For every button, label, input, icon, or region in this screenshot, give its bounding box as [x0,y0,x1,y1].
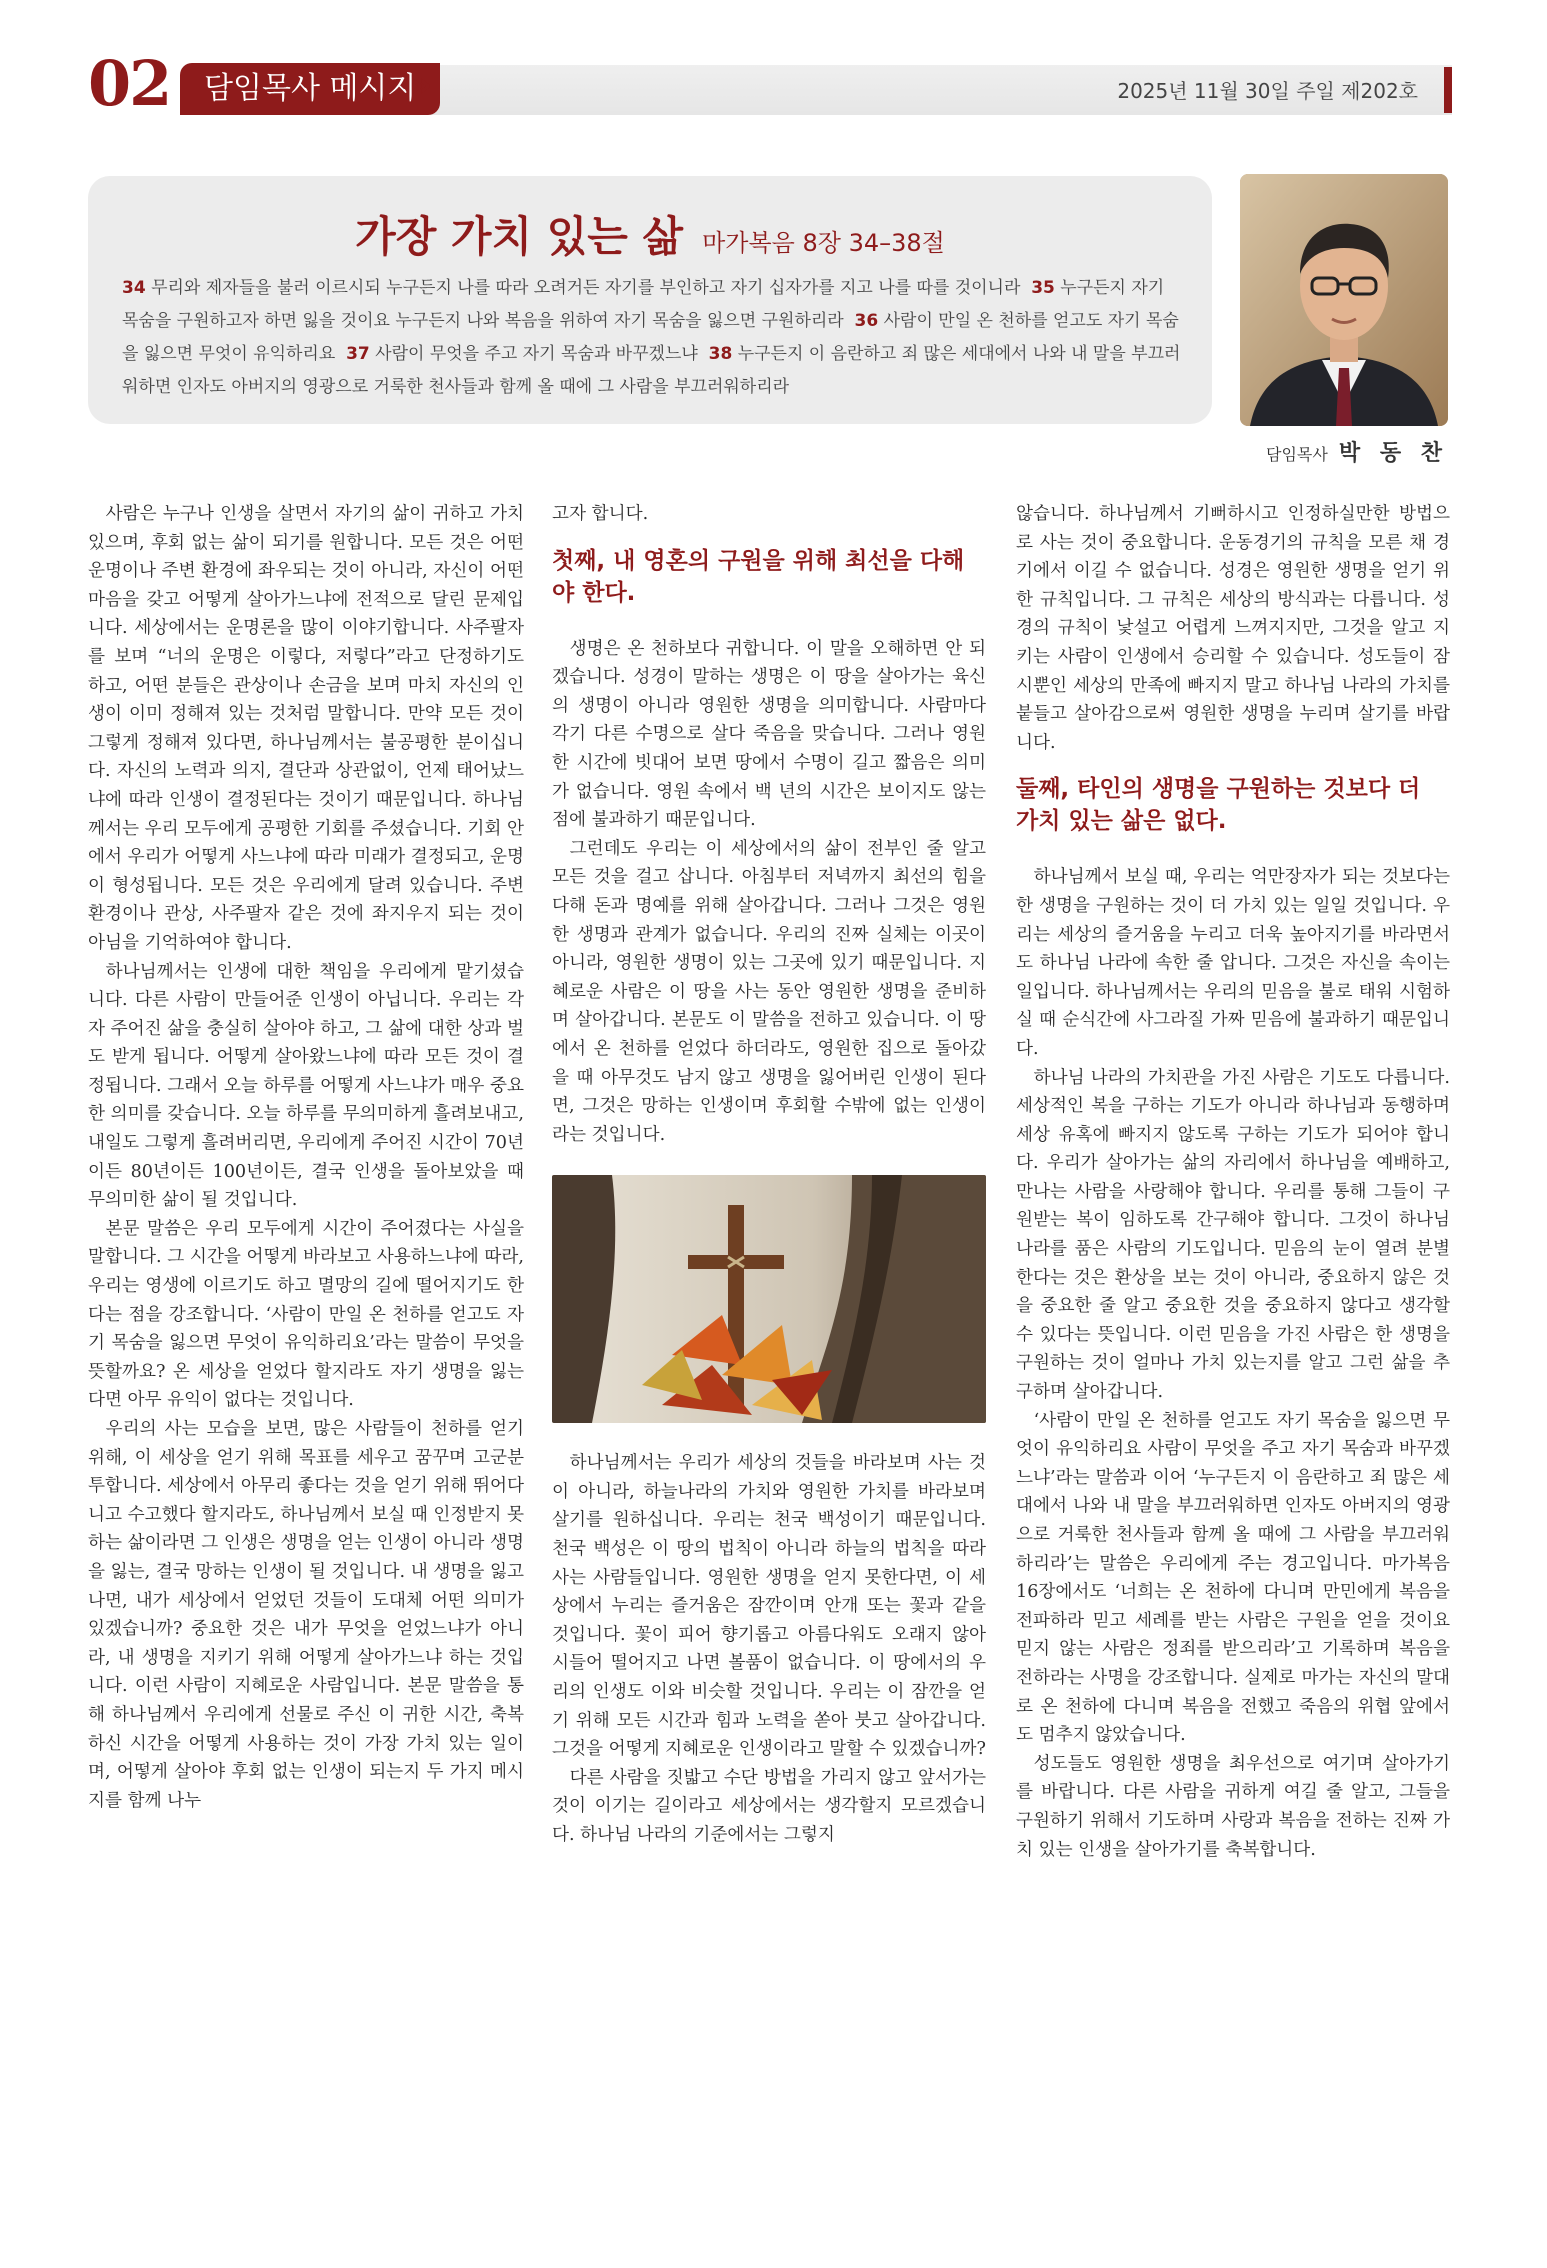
verse-number: 37 [346,344,370,364]
page-number: 02 [88,47,171,120]
body-paragraph: 하나님 나라의 가치관을 가진 사람은 기도도 다릅니다. 세상적인 복을 구하는 기도가 아니라 하나님과 동행하며 세상 유혹에 빠지지 않도록 구하는 기도가 되어야 합니다. 우리가 살아가는 삶의 자리에서 하나님을 예배하고, 만나는 사람을 사랑해야 합니다. 우리를 통해 그들이 구원받는 복이 임하도록 간구해야 합니다. 그것이 하나님 나라를 품은 사람의 기도입니다. 믿음의 눈이 열려 분별한다는 것은 환상을 보는 것이 아니라, 중요하지 않은 것을 중요한 줄 알고 중요한 것을 중요하지 않다고 생각할 수 있다는 뜻입니다. 이런 믿음을 가진 사람은 한 생명을 구원하는 것이 얼마나 가치 있는지를 알고 그런 삶을 추구하며 살아갑니다. [1016,1067,1450,1403]
scripture-box [88,176,1212,424]
chevron-right-icon: » [410,65,432,105]
scripture-reference: 마가복음 8장 34–38절 [702,229,945,257]
body-paragraph: 우리의 사는 모습을 보면, 많은 사람들이 천하를 얻기 위해, 이 세상을 얻기 위해 목표를 세우고 꿈꾸며 고군분투합니다. 세상에서 아무리 좋다는 것을 얻기 위해 뛰어다니고 수고했다 할지라도, 하나님께서 보실 때 인정받지 못하는 삶이라면 그 인생은 생명을 얻는 인생이 아니라 생명을 잃는, 결국 망하는 인생이 될 것입니다. 내 생명을 잃고 나면, 내가 세상에서 얻었던 것들이 도대체 어떤 의미가 있겠습니까? 중요한 것은 내가 무엇을 얻었느냐가 아니라, 내 생명을 지키기 위해 어떻게 살아가느냐 하는 것입니다. 이런 사람이 지혜로운 사람입니다. 본문 말씀을 통해 하나님께서 우리에게 선물로 주신 이 귀한 시간, 축복하신 시간을 어떻게 사용하는 것이 가장 가치 있는 일이며, 어떻게 살아야 후회 없는 인생이 되는지 두 가지 메시지를 함께 나누 [88,1419,524,1811]
header-accent-bar [1444,67,1452,113]
body-paragraph: ‘사람이 만일 온 천하를 얻고도 자기 목숨을 잃으면 무엇이 유익하리요 사람이 무엇을 주고 자기 목숨과 바꾸겠느냐’라는 말씀과 이어 ‘누구든지 이 음란하고 죄 많은 세대에서 나와 내 말을 부끄러워하면 인자도 아버지의 영광으로 거룩한 천사들과 함께 올 때에 그 사람을 부끄러워하리라’는 말씀은 우리에게 주는 경고입니다. 마가복음 16장에서도 ‘너희는 온 천하에 다니며 만민에게 복음을 전파하라 믿고 세례를 받는 사람은 구원을 얻을 것이요 믿지 않는 사람은 정죄를 받으리라’고 기록하며 복음을 전하라는 사명을 강조합니다. 실제로 마가는 자신의 말대로 온 천하에 다니며 복음을 전했고 죽음의 위협 앞에서도 멈추지 않았습니다. [1016,1410,1450,1746]
cross-autumn-leaves-photo [552,1175,986,1423]
sermon-title: 가장 가치 있는 삶 [355,212,684,261]
sermon-title-row [88,204,1212,264]
pastor-photo [1240,174,1448,426]
body-paragraph: 하나님께서는 인생에 대한 책임을 우리에게 맡기셨습니다. 다른 사람이 만들어준 인생이 아닙니다. 우리는 각자 주어진 삶을 충실히 살아야 하고, 그 삶에 대한 상과 벌도 받게 됩니다. 어떻게 살아왔느냐에 따라 모든 것이 결정됩니다. 그래서 오늘 하루를 어떻게 사느냐가 매우 중요한 의미를 갖습니다. 오늘 하루를 무의미하게 흘려보내고, 내일도 그렇게 흘려버리면, 우리에게 주어진 시간이 70년이든 80년이든 100년이든, 결국 인생을 돌아보았을 때 무의미한 삶이 될 것입니다. [88,961,524,1211]
pastor-role: 담임목사 [1266,445,1328,464]
article-column-2 [552,500,986,1850]
verse-number: 36 [854,311,879,331]
body-paragraph: 성도들도 영원한 생명을 최우선으로 여기며 살아가기를 바랍니다. 다른 사람을 귀하게 여길 줄 알고, 그들을 구원하기 위해서 기도하며 사랑과 복음을 전하는 진짜 가치 있는 인생을 살아가기를 축복합니다. [1016,1753,1450,1860]
body-paragraph: 다른 사람을 짓밟고 수단 방법을 가리지 않고 앞서가는 것이 이기는 길이라고 세상에서는 생각할지 모르겠습니다. 하나님 나라의 기준에서는 그렇지 [552,1767,986,1845]
article-column-1 [88,500,524,1815]
pastor-name: 박 동 찬 [1338,441,1448,466]
body-paragraph: 않습니다. 하나님께서 기뻐하시고 인정하실만한 방법으로 사는 것이 중요합니다. 운동경기의 규칙을 모른 채 경기에서 이길 수 없습니다. 성경은 영원한 생명을 얻기 위한 규칙입니다. 그 규칙은 세상의 방식과는 다릅니다. 성경의 규칙이 낯설고 어렵게 느껴지지만, 그것을 알고 지키는 사람이 인생에서 승리할 수 있습니다. 성도들이 잠시뿐인 세상의 만족에 빠지지 말고 하나님 나라의 가치를 붙들고 살아감으로써 영원한 생명을 누리며 살기를 바랍니다. [1016,504,1450,753]
page-header [88,47,1452,127]
body-paragraph: 하나님께서 보실 때, 우리는 억만장자가 되는 것보다는 한 생명을 구원하는 것이 더 가치 있는 일일 것입니다. 우리는 세상의 즐거움을 누리고 더욱 높아지기를 바라면서도 하나님 나라에 속한 줄 압니다. 그것은 자신을 속이는 일입니다. 하나님께서는 우리의 믿음을 불로 태워 시험하실 때 순식간에 사그라질 가짜 믿음에 불과하기 때문입니다. [1016,867,1450,1059]
body-paragraph: 그런데도 우리는 이 세상에서의 삶이 전부인 줄 알고 모든 것을 걸고 삽니다. 아침부터 저녁까지 최선의 힘을 다해 돈과 명예를 위해 살아갑니다. 그러나 그것은 영원한 생명과 관계가 없습니다. 우리의 진짜 실체는 이곳이 아니라, 영원한 생명이 있는 그곳에 있기 때문입니다. 지혜로운 사람은 이 땅을 사는 동안 영원한 생명을 준비하며 살아갑니다. 본문도 이 말씀을 전하고 있습니다. 이 땅에서 온 천하를 얻었다 하더라도, 영원한 집으로 돌아갔을 때 아무것도 남지 않고 생명을 잃어버린 인생이 된다면, 그것은 망하는 인생이며 후회할 수밖에 없는 인생이라는 것입니다. [552,838,986,1145]
verse-text: 사람이 무엇을 주고 자기 목숨과 바꾸겠느냐 [375,344,698,364]
verse-number: 38 [708,344,733,364]
section-label: 담임목사 메시지 [180,63,440,115]
verse-number: 35 [1031,278,1055,298]
article-column-3 [1016,500,1450,1864]
verse-number: 34 [122,278,146,298]
body-paragraph: 고자 합니다. [552,504,649,524]
body-paragraph: 사람은 누구나 인생을 살면서 자기의 삶이 귀하고 가치 있으며, 후회 없는 삶이 되기를 원합니다. 모든 것은 어떤 운명이나 주변 환경에 좌우되는 것이 아니라, 자신이 어떤 마음을 갖고 어떻게 살아가느냐에 전적으로 달린 문제입니다. 세상에서는 운명론을 많이 이야기합니다. 사주팔자를 보며 “너의 운명은 이렇다, 저렇다”라고 단정하기도 하고, 어떤 분들은 관상이나 손금을 보며 마치 자신의 인생이 이미 정해져 있는 것처럼 말합니다. 만약 모든 것이 그렇게 정해져 있다면, 하나님께서는 불공평한 분이십니다. 자신의 노력과 의지, 결단과 상관없이, 언제 태어났느냐에 따라 인생이 결정된다는 것이기 때문입니다. 하나님께서는 우리 모두에게 공평한 기회를 주셨습니다. 기회 안에서 우리가 어떻게 사느냐에 따라 미래가 결정되고, 운명이 형성됩니다. 모든 것은 우리에게 달려 있습니다. 주변 환경이나 관상, 사주팔자 같은 것에 좌지우지 되는 것이 아님을 기억하여야 합니다. [88,504,524,953]
issue-date: 2025년 11월 30일 주일 제202호 [1117,79,1418,103]
verse-text: 누구든지 이 음란하고 죄 많은 세대에서 나와 내 말을 부끄러워하면 인자도 아버지의 영광으로 거룩한 천사들과 함께 올 때에 그 사람을 부끄러워하리라 [122,344,1181,397]
body-paragraph: 본문 말씀은 우리 모두에게 시간이 주어졌다는 사실을 말합니다. 그 시간을 어떻게 바라보고 사용하느냐에 따라, 우리는 영생에 이르기도 하고 멸망의 길에 떨어지기도 한다는 점을 강조합니다. ‘사람이 만일 온 천하를 얻고도 자기 목숨을 잃으면 무엇이 유익하리요’라는 말씀이 무엇을 뜻할까요? 온 세상을 얻었다 할지라도 자기 생명을 잃는다면 아무 유익이 없다는 것입니다. [88,1218,525,1411]
verse-text: 누구든지 자기 목숨을 구원하고자 하면 잃을 것이요 누구든지 나와 복음을 위하여 자기 목숨을 잃으면 구원하리라 [122,278,1165,331]
verse-text: 사람이 만일 온 천하를 얻고도 자기 목숨을 잃으면 무엇이 유익하리요 [122,311,1179,364]
pastor-portrait-illustration [1240,174,1448,426]
verse-text: 무리와 제자들을 불러 이르시되 누구든지 나를 따라 오려거든 자기를 부인하고 자기 십자가를 지고 나를 따를 것이니라 [151,278,1021,298]
cross-illustration [552,1175,986,1423]
scripture-verses [122,272,1184,404]
body-paragraph: 생명은 온 천하보다 귀합니다. 이 말을 오해하면 안 되겠습니다. 성경이 말하는 생명은 이 땅을 살아가는 육신의 생명이 아니라 영원한 생명을 의미합니다. 사람마다 각기 다른 수명으로 살다 죽음을 맞습니다. 그러나 영원한 시간에 빗대어 보면 땅에서 수명이 길고 짧음은 의미가 없습니다. 영원 속에서 백 년의 시간은 보이지도 않는 점에 불과하기 때문입니다. [552,638,986,831]
section-heading-2: 둘째, 타인의 생명을 구원하는 것보다 더 가치 있는 삶은 없다. [1016,776,1421,835]
section-heading-1: 첫째, 내 영혼의 구원을 위해 최선을 다해야 한다. [552,547,965,606]
pastor-caption [1240,436,1448,467]
body-paragraph: 하나님께서는 우리가 세상의 것들을 바라보며 사는 것이 아니라, 하늘나라의 가치와 영원한 가치를 바라보며 살기를 원하십니다. 우리는 천국 백성이기 때문입니다. 천국 백성은 이 땅의 법칙이 아니라 하늘의 법칙을 따라 사는 사람들입니다. 영원한 생명을 얻지 못한다면, 이 세상에서 누리는 즐거움은 잠깐이며 안개 또는 꽃과 같을 것입니다. 꽃이 피어 향기롭고 아름다워도 오래지 않아 시들어 떨어지고 나면 볼품이 없습니다. 이 땅에서의 우리의 인생도 이와 비슷할 것입니다. 우리는 이 잠깐을 얻기 위해 모든 시간과 힘과 노력을 쏟아 붓고 살아갑니다. 그것을 어떻게 지혜로운 인생이라고 말할 수 있겠습니까? [552,1453,986,1760]
